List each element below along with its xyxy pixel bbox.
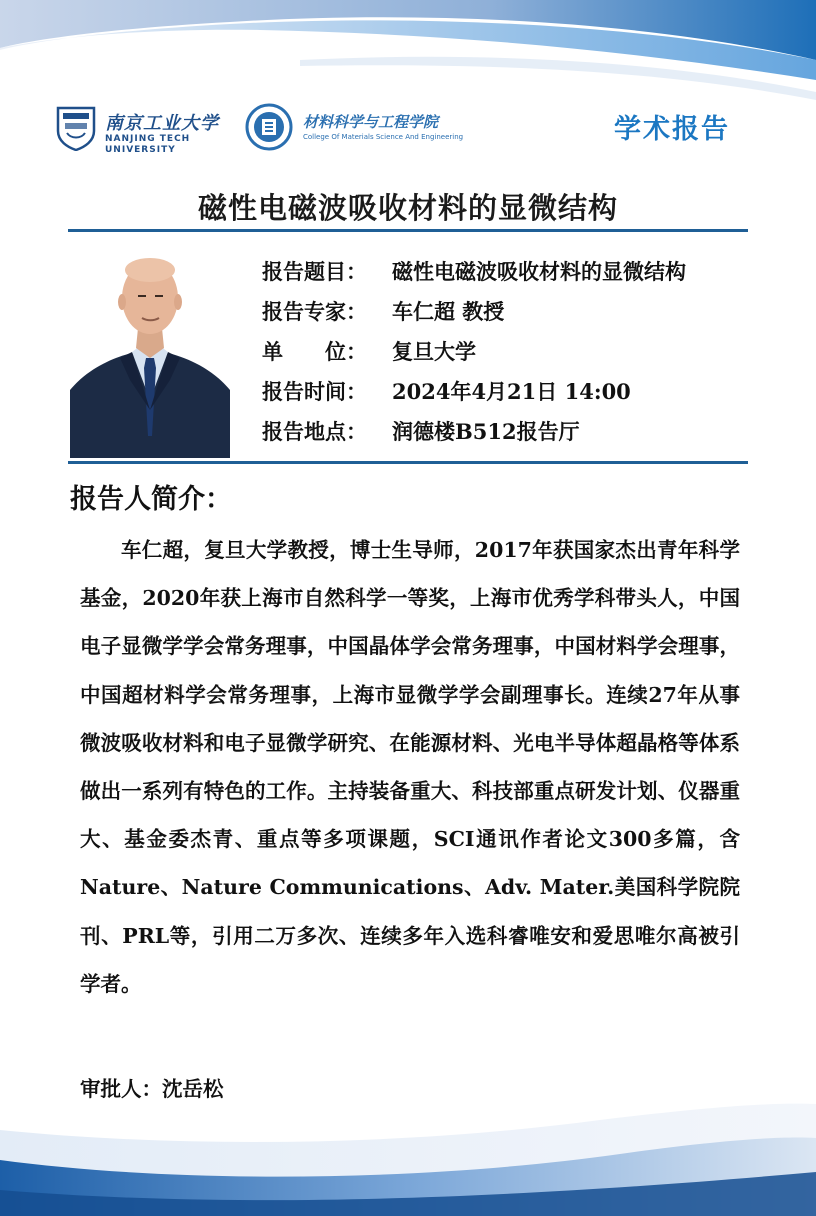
bio-heading: 报告人简介： — [70, 484, 232, 515]
college-name-cn: 材料科学与工程学院 — [303, 113, 439, 131]
info-value: 润德楼B512报告厅 — [392, 419, 580, 444]
info-value: 车仁超 教授 — [392, 299, 505, 324]
info-row-affiliation — [262, 336, 686, 376]
info-value: 复旦大学 — [392, 339, 476, 364]
info-row-time — [262, 376, 686, 416]
info-label: 报告时间： — [262, 379, 367, 404]
college-seal-icon — [245, 103, 293, 151]
njtech-shield-icon — [55, 105, 97, 151]
header — [0, 95, 816, 165]
info-row-title — [262, 256, 686, 296]
njtech-name-cn: 南京工业大学 — [105, 113, 219, 134]
talk-info — [262, 256, 686, 456]
bottom-wave-decoration — [0, 1090, 816, 1216]
page-title: 磁性电磁波吸收材料的显微结构 — [197, 191, 618, 225]
college-name-en: College Of Materials Science And Engineering — [303, 133, 464, 141]
info-label: 报告题目： — [262, 259, 367, 284]
info-value: 2024年4月21日 14:00 — [392, 379, 631, 404]
info-label: 报告地点： — [262, 419, 367, 444]
njtech-name-en-line2: UNIVERSITY — [105, 145, 176, 155]
info-label: 单 位： — [262, 339, 367, 364]
academic-report-badge: 学术报告 — [614, 114, 730, 145]
bottom-divider — [68, 461, 748, 464]
info-value: 磁性电磁波吸收材料的显微结构 — [392, 259, 686, 284]
info-label: 报告专家： — [262, 299, 367, 324]
speaker-portrait — [70, 240, 230, 458]
bio-text: 车仁超，复旦大学教授，博士生导师，2017年获国家杰出青年科学基金，2020年获上海市自然科学一等奖，上海市优秀学科带头人，中国电子显微学学会常务理事，中国晶体学会常务理事，中国材料学会理事，中国超材料学会常务理事，上海市显微学学会副理事长。连续27年从事微波吸收材料和电子显微学研究、在能源材料、光电半导体超晶格等体系做出一系列有特色的工作。主持装备重大、科技部重点研发计划、仪器重大、基金委杰青、重点等多项课题，SCI通讯作者论文300多篇，含Nature、Nature Communications、Adv. Mater.美国科学院院刊、PRL等，引用二万多次、连续多年入选科睿唯安和爱思唯尔高被引学者。 — [80, 538, 740, 996]
info-row-speaker — [262, 296, 686, 336]
top-divider — [68, 229, 748, 232]
info-row-location — [262, 416, 686, 456]
speaker-photo — [70, 240, 230, 458]
approver: 审批人：沈岳松 — [80, 1077, 224, 1101]
njtech-name-en-line1: NANJING TECH — [105, 134, 191, 144]
